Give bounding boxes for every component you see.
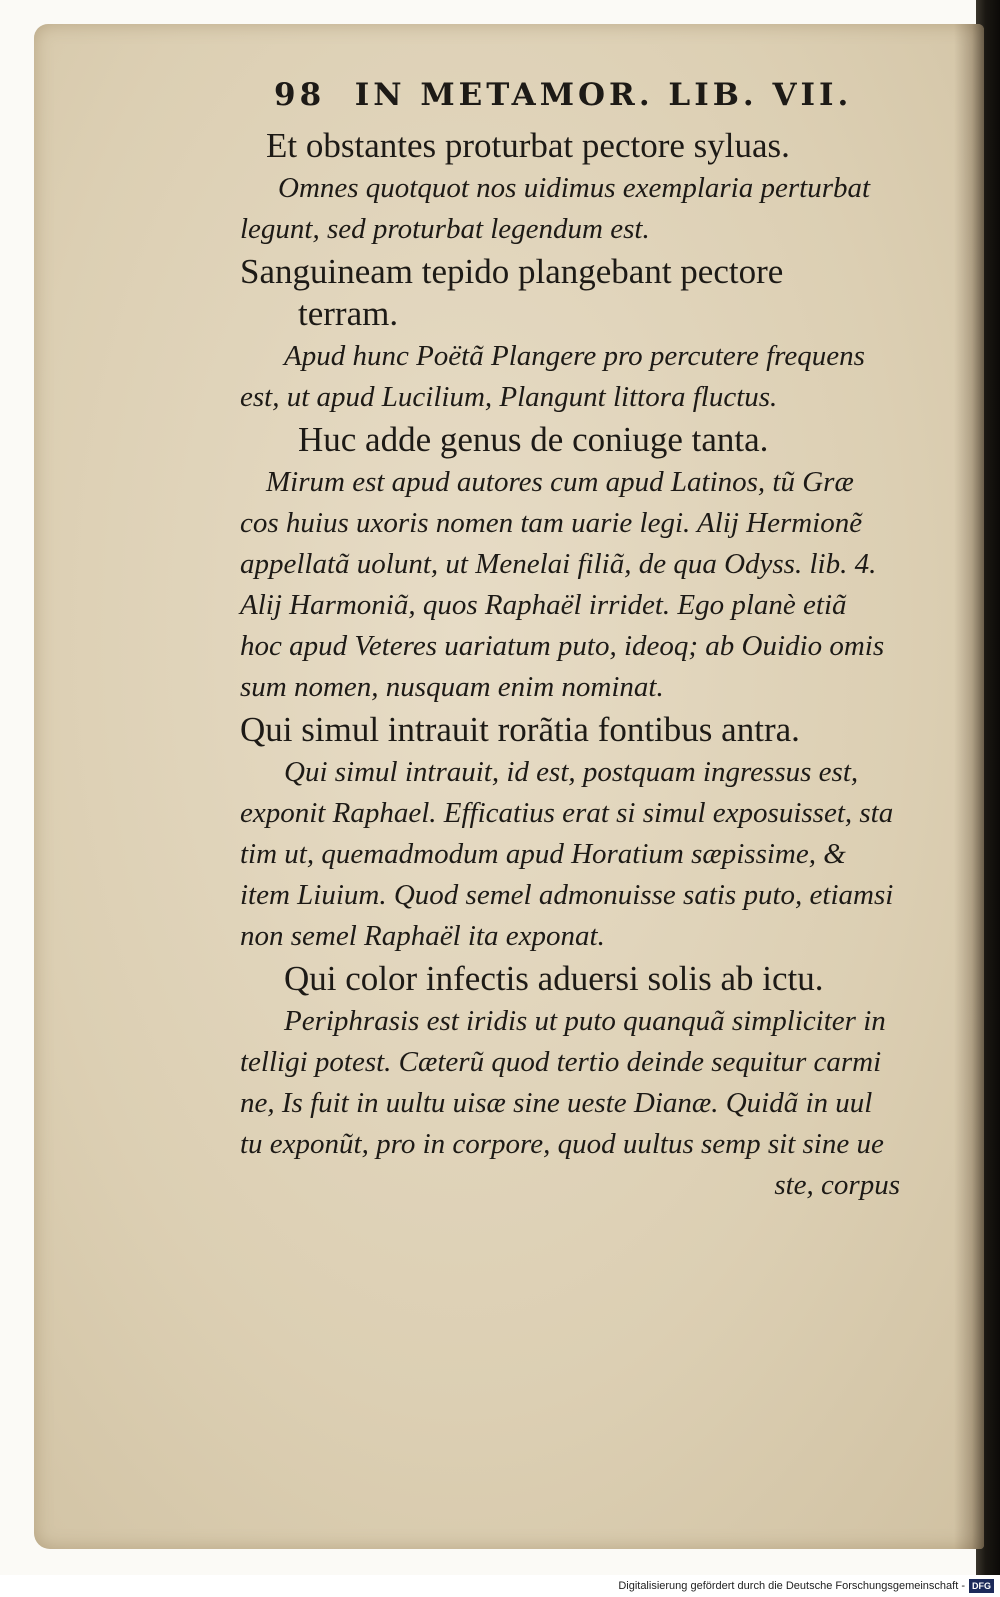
verse-line: Qui color infectis aduersi solis ab ictu. <box>284 959 824 998</box>
commentary-line: tu exponũt, pro in corpore, quod uultus semp sit sine ue <box>240 1128 884 1160</box>
commentary-line: Periphrasis est iridis ut puto quanquã simpliciter in <box>284 1005 886 1037</box>
commentary-line: sum nomen, nusquam enim nominat. <box>240 671 664 703</box>
commentary-line: Alij Harmoniã, quos Raphaël irridet. Ego planè etiã <box>240 589 847 621</box>
commentary-line: Qui simul intrauit, id est, postquam ingressus est, <box>284 756 859 788</box>
commentary-line: legunt, sed proturbat legendum est. <box>240 213 650 245</box>
commentary-line: appellatã uolunt, ut Menelai filiã, de qua Odyss. lib. 4. <box>240 548 877 580</box>
commentary-line: est, ut apud Lucilium, Plangunt littora fluctus. <box>240 381 778 413</box>
running-header <box>274 66 940 124</box>
page-gutter-shadow <box>954 24 984 1549</box>
commentary-line: hoc apud Veteres uariatum puto, ideoq; ab Ouidio omis <box>240 630 885 662</box>
commentary-line: exponit Raphael. Efficatius erat si simul exposuisset, sta <box>240 797 894 829</box>
verse-line: Huc adde genus de coniuge tanta. <box>298 420 769 459</box>
footer-text: Digitalisierung gefördert durch die Deutsche Forschungsgemeinschaft - <box>618 1580 965 1592</box>
commentary-line: non semel Raphaël ita exponat. <box>240 920 605 952</box>
digitization-footer <box>0 1575 1000 1597</box>
commentary-line: cos huius uxoris nomen tam uarie legi. Alij Hermionẽ <box>240 507 863 539</box>
verse-line: Et obstantes proturbat pectore syluas. <box>266 126 790 165</box>
commentary-line: item Liuium. Quod semel admonuisse satis puto, etiamsi <box>240 879 894 911</box>
text-block <box>240 66 940 1206</box>
page-number: 98 <box>274 77 326 113</box>
commentary-line: telligi potest. Cæterũ quod tertio deinde sequitur carmi <box>240 1046 882 1078</box>
dfg-logo: DFG <box>969 1579 994 1593</box>
commentary-line: tim ut, quemadmodum apud Horatium sæpissime, & <box>240 838 846 870</box>
running-title: IN METAMOR. LIB. VII. <box>354 77 853 113</box>
commentary-line: Apud hunc Poëtã Plangere pro percutere frequens <box>284 340 865 372</box>
verse-line: terram. <box>298 294 399 333</box>
text-lines <box>240 126 940 1206</box>
verse-line: Sanguineam tepido plangebant pectore <box>240 252 784 291</box>
commentary-line: ste, corpus <box>774 1169 900 1201</box>
verse-line: Qui simul intrauit rorãtia fontibus antra. <box>240 710 800 749</box>
commentary-line: Omnes quotquot nos uidimus exemplaria perturbat <box>278 172 871 204</box>
commentary-line: ne, Is fuit in uultu uisæ sine ueste Dianæ. Quidã in uul <box>240 1087 873 1119</box>
commentary-line: Mirum est apud autores cum apud Latinos, tũ Græ <box>266 466 854 498</box>
